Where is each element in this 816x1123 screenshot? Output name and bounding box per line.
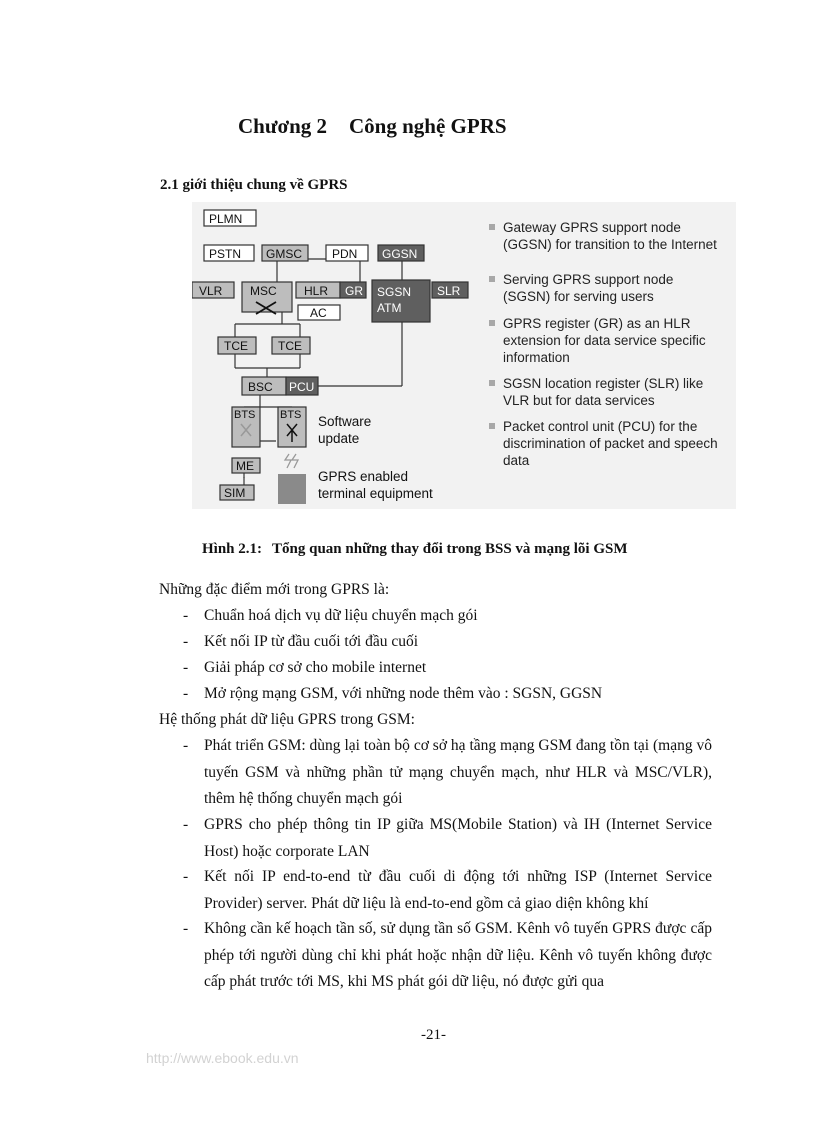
bullet-dash: - [183,737,189,754]
bullet-dash: - [183,659,189,676]
system-item-3: Kết nối IP end-to-end từ đầu cuối di động tới những ISP (Internet Service Provider) server. Phát dữ liệu là end-to-end gồm cả giao diện không khí [204,868,712,912]
software-update-label-line2: update [318,431,360,446]
legend-text-line: Packet control unit (PCU) for the [503,419,698,434]
tce-label-2: TCE [278,339,302,353]
feature-item-2: Kết nối IP từ đầu cuối tới đầu cuối [204,633,419,650]
pstn-label: PSTN [209,247,242,261]
legend-bullet-square [489,320,495,326]
pdn-label: PDN [332,247,358,261]
bullet-dash: - [183,920,189,937]
hlr-label: HLR [304,284,329,298]
tce-label-1: TCE [224,339,248,353]
section-title: 2.1 giới thiệu chung về GPRS [160,177,348,193]
legend-bullet-square [489,276,495,282]
bullet-dash: - [183,633,189,650]
system-item-1: Phát triển GSM: dùng lại toàn bộ cơ sở hạ tầng mạng GSM đang tồn tại (mạng vô tuyến GSM và những phần tử mạng chuyển mạch, như HLR và MSC/VLR), thêm hệ thống chuyển mạch gói [204,737,712,807]
slr-label: SLR [437,284,461,298]
gr-label: GR [345,284,363,298]
system-item-4: Không cần kế hoạch tần số, sử dụng tần số GSM. Kênh vô tuyến GPRS được cấp phép tới người dùng chỉ khi phát hoặc nhận dữ liệu. Kênh vô tuyến không được cấp phát trước tới MS, khi MS phát gói dữ liệu, nó được gửi qua [204,920,712,990]
legend-bullet-square [489,380,495,386]
sgsn-label: SGSN [377,285,412,299]
system-item-2: GPRS cho phép thông tin IP giữa MS(Mobile Station) và IH (Internet Service Host) hoặc corporate LAN [204,816,712,860]
feature-item-3: Giải pháp cơ sở cho mobile internet [204,659,427,676]
gprs-terminal-icon [278,474,306,504]
me-label: ME [236,459,254,473]
legend-bullet-square [489,423,495,429]
bullet-dash: - [183,816,189,833]
legend-text-line: (SGSN) for serving users [503,289,654,304]
caption-label: Hình 2.1: [202,541,263,557]
feature-item-1: Chuẩn hoá dịch vụ dữ liệu chuyển mạch gói [204,607,478,624]
vlr-label: VLR [199,284,223,298]
legend-text-line: GPRS register (GR) as an HLR [503,316,691,331]
legend-text-line: Gateway GPRS support node [503,220,681,235]
bts-label-2: BTS [280,409,302,421]
legend-text-line: SGSN location register (SLR) like [503,376,704,391]
figure-caption [202,541,628,558]
ggsn-label: GGSN [382,247,418,261]
gprs-terminal-label-line1: GPRS enabled [318,469,409,484]
msc-label: MSC [250,284,277,298]
sim-label: SIM [224,486,246,500]
feature-item-4: Mở rộng mạng GSM, với những node thêm vào : SGSN, GGSN [204,685,603,702]
bullet-dash: - [183,607,189,624]
plmn-label: PLMN [209,212,243,226]
legend-text-line: information [503,350,570,365]
legend-text-line: (GGSN) for transition to the Internet [503,237,717,252]
bullet-dash: - [183,868,189,885]
gmsc-label: GMSC [266,247,302,261]
bullet-dash: - [183,685,189,702]
atm-label: ATM [377,301,402,315]
pcu-label: PCU [289,380,315,394]
legend-text-line: Serving GPRS support node [503,272,674,287]
chapter-number: Chương 2 [238,114,328,138]
legend-bullet-square [489,224,495,230]
bts-label-1: BTS [234,409,256,421]
chapter-title [238,114,507,139]
caption-text: Tổng quan những thay đổi trong BSS và mạng lõi GSM [272,541,628,557]
software-update-label-line1: Software [318,414,372,429]
intro-features: Những đặc điểm mới trong GPRS là: [159,581,390,598]
legend-text-line: discrimination of packet and speech [503,436,718,451]
intro-system: Hệ thống phát dữ liệu GPRS trong GSM: [159,711,415,728]
chapter-name: Công nghệ GPRS [349,114,507,138]
ac-label: AC [310,306,327,320]
legend-text-line: data [503,453,530,468]
page-number: -21- [421,1027,446,1043]
gprs-network-diagram [192,202,736,509]
source-watermark: http://www.ebook.edu.vn [146,1050,299,1066]
bsc-label: BSC [248,380,273,394]
gprs-terminal-label-line2: terminal equipment [318,486,433,501]
gprs-architecture-figure [192,202,736,509]
legend-text-line: VLR but for data services [503,393,655,408]
legend-text-line: extension for data service specific [503,333,706,348]
